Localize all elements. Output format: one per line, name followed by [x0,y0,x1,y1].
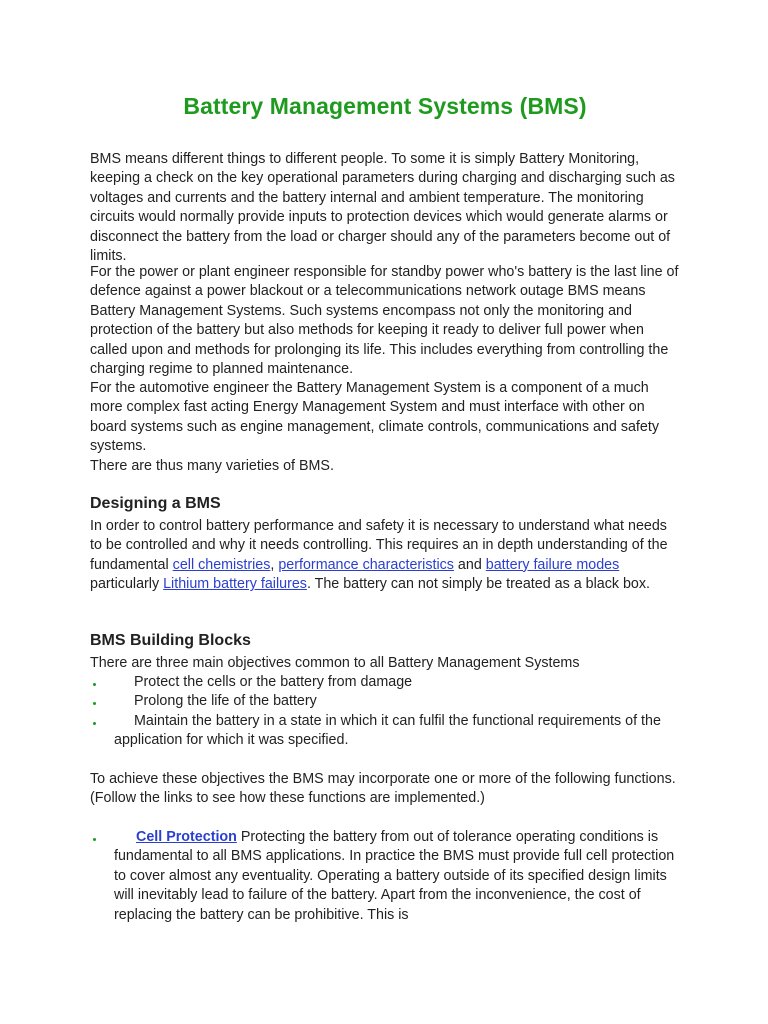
bullet-icon [93,722,96,725]
cell-protection-text: Protecting the battery from out of tolerance operating conditions is fundamental to all BMS applications. In practice the BMS must provide full cell protection to cover almost any eventuality. Operating a battery outside of its specified design limits will inevitably lead to failure of the battery. Apart from the inconvenience, the cost of replacing the battery can be prohibitive. This is [114,829,675,923]
bullet-icon [93,702,96,705]
bullet-icon [93,683,96,686]
functions-list [90,828,680,925]
section-heading-designing: Designing a BMS [90,495,221,512]
link-performance-characteristics[interactable]: performance characteristics [278,556,454,573]
intro-paragraph-1: BMS means different things to different people. To some it is simply Battery Monitoring, keeping a check on the key operational parameters during charging and discharging such as voltages and currents and the battery internal and ambient temperature. The monitoring circuits would normally provide inputs to protection devices which would generate alarms or disconnect the battery from the load or charger should any of the parameters become out of limits. [90,151,675,265]
intro-paragraph-2: For the power or plant engineer responsible for standby power who's battery is the last line of defence against a power blackout or a telecommunications network outage BMS means Battery Management Systems. Such systems encompass not only the monitoring and protection of the battery but also methods for keeping it ready to deliver full power when called upon and methods for prolonging its life. This includes everything from controlling the charging regime to planned maintenance. [90,264,679,378]
link-lithium-battery-failures[interactable]: Lithium battery failures [163,576,307,593]
designing-text-a: In order to control battery performance and safety it is necessary to understand what needs to be controlled and why it needs controlling. This requires an in depth understanding of the fundamental [90,518,668,573]
link-battery-failure-modes[interactable]: battery failure modes [485,556,620,573]
intro-paragraph-3: For the automotive engineer the Battery Management System is a component of a much more complex fast acting Energy Management System and must interface with other on board systems such as engine management, climate controls, communications and safety systems. [90,380,659,455]
designing-paragraph [90,517,680,595]
intro-paragraph-4: There are thus many varieties of BMS. [90,458,334,474]
list-item [90,673,680,692]
designing-text-and: and [453,556,486,573]
list-item [90,712,680,751]
designing-text-particularly: particularly [90,576,164,593]
link-cell-chemistries[interactable]: cell chemistries [172,556,271,573]
achieve-paragraph: To achieve these objectives the BMS may incorporate one or more of the following functions. (Follow the links to see how these functions are implemented.) [90,771,676,807]
list-item [90,692,680,711]
objective-text: Protect the cells or the battery from damage [134,674,413,690]
designing-sep-1: , [270,556,279,573]
link-cell-protection[interactable]: Cell Protection [136,829,237,845]
objectives-list [90,673,680,751]
page-title: Battery Management Systems (BMS) [183,93,587,119]
bullet-icon [93,838,96,841]
designing-text-end: . The battery can not simply be treated as a black box. [306,576,650,593]
list-item [90,828,680,925]
building-blocks-intro: There are three main objectives common to all Battery Management Systems [90,655,580,671]
section-heading-building-blocks: BMS Building Blocks [90,632,251,649]
objective-text: Prolong the life of the battery [134,693,317,710]
objective-text: Maintain the battery in a state in which it can fulfil the functional requirements of the application for which it was specified. [114,712,661,749]
